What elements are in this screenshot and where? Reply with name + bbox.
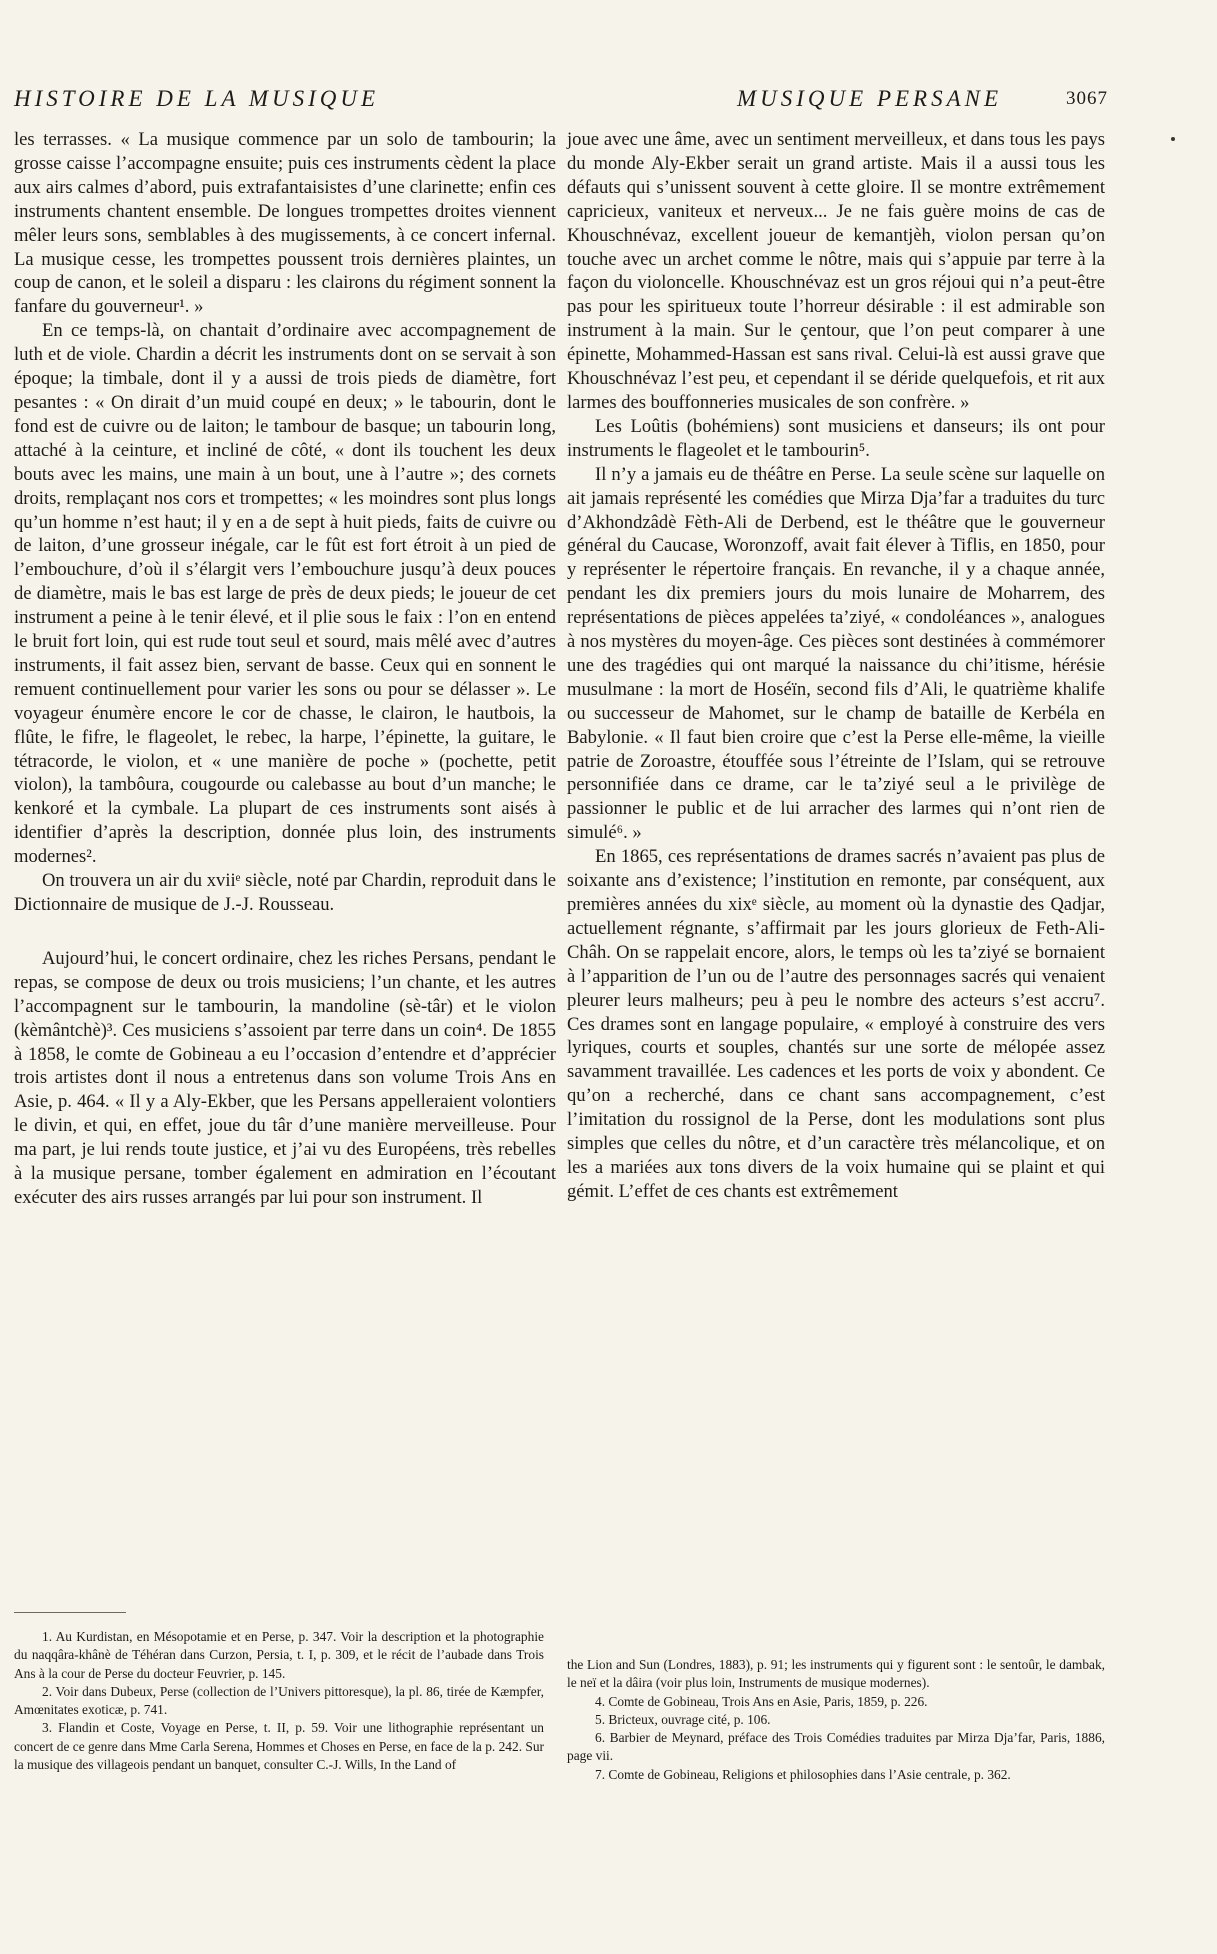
footnotes-left	[14, 1628, 544, 1774]
footnote-rule	[14, 1612, 126, 1613]
running-header	[0, 86, 1217, 120]
footnote: 5. Bricteux, ouvrage cité, p. 106.	[595, 1711, 771, 1727]
footnote: 2. Voir dans Dubeux, Perse (collection de l’Univers pittoresque), la pl. 86, tirée de Kæmpfer, Amœnitates exoticæ, p. 741.	[14, 1683, 544, 1718]
footnotes-right	[567, 1656, 1105, 1784]
footnote: 1. Au Kurdistan, en Mésopotamie et en Perse, p. 347. Voir la description et la photographie du naqqâra-khânè de Téhéran dans Curzon, Persia, t. I, p. 309, et le récit de l’aubade dans Trois Ans à la cour de Perse du docteur Feuvrier, p. 145.	[14, 1629, 544, 1681]
left-column	[14, 128, 556, 1210]
paragraph: En 1865, ces représentations de drames sacrés n’avaient pas plus de soixante ans d’existence; l’institution en remonte, par conséquent, aux premières années du xixᵉ siècle, au moment où la dynastie des Qadjar, actuellement régnante, s’affirmait par les jours glorieux de Feth-Ali-Châh. On se rappelait encore, alors, le temps où les ta’ziyé se bornaient à l’apparition de l’un ou de l’autre des personnages sacrés qui venaient pleurer leurs malheurs; peu à peu le nombre des acteurs s’est accru⁷. Ces drames sont en langage populaire, « employé à construire des vers lyriques, courts et souples, chantés sur une sorte de mélopée assez savamment travaillée. Les cadences et les ports de voix y abondent. Ce qu’on a recherché, dans ce chant sans accompagnement, c’est l’imitation du rossignol de la Perse, dont les modulations sont plus simples que celles du nôtre, et d’un caractère très mélancolique, et on les a mariées aux tons divers de la voix humaine qui se plaint et qui gémit. L’effet de ces chants est extrêmement	[567, 846, 1105, 1202]
paragraph: Il n’y a jamais eu de théâtre en Perse. La seule scène sur laquelle on ait jamais représenté les comédies que Mirza Dja’far a traduites du turc d’Akhondzâdè Fèth-Ali de Derbend, est le théâtre que le gouverneur général du Caucase, Woronzoff, avait fait élever à Tiflis, en 1850, pour y représenter le répertoire français. En revanche, il y a chaque année, pendant les dix premiers jours du mois lunaire de Moharrem, des représentations de pièces appelées ta’ziyé, « condoléances », analogues à nos mystères du moyen-âge. Ces pièces sont destinées à commémorer une des tragédies qui ont marqué la naissance du chi’itisme, hérésie musulmane : la mort de Hoséïn, second fils d’Ali, le quatrième khalife ou successeur de Mahomet, sur le champ de bataille de Kerbéla en Babylonie. « Il faut bien croire que c’est la Perse elle-même, la vieille patrie de Zoroastre, étouffée sous l’étreinte de l’Islam, qui se retrouve personnifiée dans ce drame, car le ta’ziyé seul a le privilège de passionner le public et de lui arracher des larmes qui n’ont rien de simulé⁶. »	[567, 463, 1105, 844]
right-column	[567, 128, 1105, 1204]
paragraph: joue avec une âme, avec un sentiment merveilleux, et dans tous les pays du monde Aly-Ekber serait un grand artiste. Mais il a aussi tous les défauts qui s’unissent souvent à cette gloire. Il se montre extrêmement capricieux, vaniteux et nerveux... Je ne fais guère moins de cas de Khouschnévaz, excellent joueur de kemantjèh, violon persan qu’on touche avec un archet comme le nôtre, mais qui s’appuie par terre à la façon du violoncelle. Khouschnévaz est un gros réjoui qui n’a peut-être pas pour les spiritueux toute l’horreur désirable : il est admirable son instrument à la main. Sur le çentour, que l’on peut comparer à une épinette, Mohammed-Hassan est sans rival. Celui-là est aussi grave que Khouschnévaz l’est peu, et cependant il se déride quelquefois, et rit aux larmes des bouffonneries musicales de son confrère. »	[567, 129, 1105, 413]
footnote: 3. Flandin et Coste, Voyage en Perse, t. II, p. 59. Voir une lithographie représentant un concert de ce genre dans Mme Carla Serena, Hommes et Choses en Perse, en face de la p. 242. Sur la musique des villageois pendant un banquet, consulter C.-J. Wills, In the Land of	[14, 1720, 544, 1773]
header-book-title: HISTOIRE DE LA MUSIQUE	[14, 86, 380, 111]
paragraph: On trouvera un air du xviiᵉ siècle, noté par Chardin, reproduit dans le Dictionnaire de musique de J.-J. Rousseau.	[14, 870, 556, 915]
margin-dot	[1171, 137, 1175, 141]
header-chapter-title: MUSIQUE PERSANE	[737, 86, 1003, 111]
paragraph: Aujourd’hui, le concert ordinaire, chez les riches Persans, pendant le repas, se compose de deux ou trois musiciens; l’un chante, et les autres l’accompagnent sur le tambourin, la mandoline (sè-târ) et le violon (kèmântchè)³. Ces musiciens s’assoient par terre dans un coin⁴. De 1855 à 1858, le comte de Gobineau a eu l’occasion d’entendre et d’apprécier trois artistes dont il nous a entretenus dans son volume Trois Ans en Asie, p. 464. « Il y a Aly-Ekber, que les Persans appelleraient volontiers le divin, et qui, en effet, joue du târ d’une manière merveilleuse. Pour ma part, je lui rends toute justice, et j’ai vu des Européens, très rebelles à la musique persane, tomber également en admiration en l’écoutant exécuter des airs russes arrangés par lui pour son instrument. Il	[14, 947, 556, 1208]
footnote: 6. Barbier de Meynard, préface des Trois Comédies traduites par Mirza Dja’far, Paris, 1886, page vii.	[567, 1730, 1105, 1764]
paragraph: En ce temps-là, on chantait d’ordinaire avec accompagnement de luth et de viole. Chardin a décrit les instruments dont on se servait à son époque; la timbale, dont il y a aussi de trois pieds de diamètre, fort pesantes : « On dirait d’un muid coupé en deux; » le tabourin, dont le fond est de cuivre ou de laiton; le tambour de basque; un tabourin long, attaché à la ceinture, et incliné de côté, « dont ils touchent les deux bouts avec les mains, une main à un bout, une à l’autre »; des cornets droits, remplaçant nos cors et trompettes; « les moindres sont plus longs qu’un homme n’est haut; il y en a de sept à huit pieds, faits de cuivre ou de laiton, d’une grosseur inégale, car le fût est fort étroit à un pied de l’embouchure, d’où il s’élargit vers l’embouchure jusqu’à deux pouces de diamètre, mais le bas est large de près de deux pieds; le joueur de cet instrument a peine à le tenir élevé, et il plie sous le faix : l’on en entend le bruit fort loin, qui est rude tout seul et sourd, mais mêlé avec d’autres instruments, il fait assez bien, servant de basse. Ceux qui en sonnent le remuent continuellement pour varier les sons ou pour se délasser ». Le voyageur énumère encore le cor de chasse, le clairon, le hautbois, la flûte, le fifre, le flageolet, le rebec, la harpe, l’épinette, la guitare, le tétracorde, le violon, et « une manière de poche » (pochette, petit violon), la tambôura, cougourde ou calebasse au bout d’un manche; le kenkoré et la cymbale. La plupart de ces instruments sont aisés à identifier d’après la description, donnée plus loin, des instruments modernes².	[14, 320, 556, 868]
page-number: 3067	[1066, 88, 1108, 109]
paragraph: Les Loûtis (bohémiens) sont musiciens et danseurs; ils ont pour instruments le flageolet et le tambourin⁵.	[567, 415, 1105, 461]
footnote: 7. Comte de Gobineau, Religions et philosophies dans l’Asie centrale, p. 362.	[595, 1766, 1011, 1782]
footnote: the Lion and Sun (Londres, 1883), p. 91; les instruments qui y figurent sont : le sentoûr, le dambak, le neï et la dâira (voir plus loin, Instruments de musique modernes).	[567, 1657, 1105, 1691]
paragraph: les terrasses. « La musique commence par un solo de tambourin; la grosse caisse l’accompagne ensuite; puis ces instruments cèdent la place aux airs calmes d’abord, puis extrafantaisistes d’une clarinette; enfin ces instruments chantent ensemble. De longues trompettes droites viennent mêler leurs sons, semblables à des mugissements, à ce concert infernal. La musique cesse, les trompettes poussent trois dernières plaintes, un coup de canon, et le soleil a disparu : les clairons du régiment sonnent la fanfare du gouverneur¹. »	[14, 129, 556, 318]
footnote: 4. Comte de Gobineau, Trois Ans en Asie, Paris, 1859, p. 226.	[595, 1693, 928, 1709]
